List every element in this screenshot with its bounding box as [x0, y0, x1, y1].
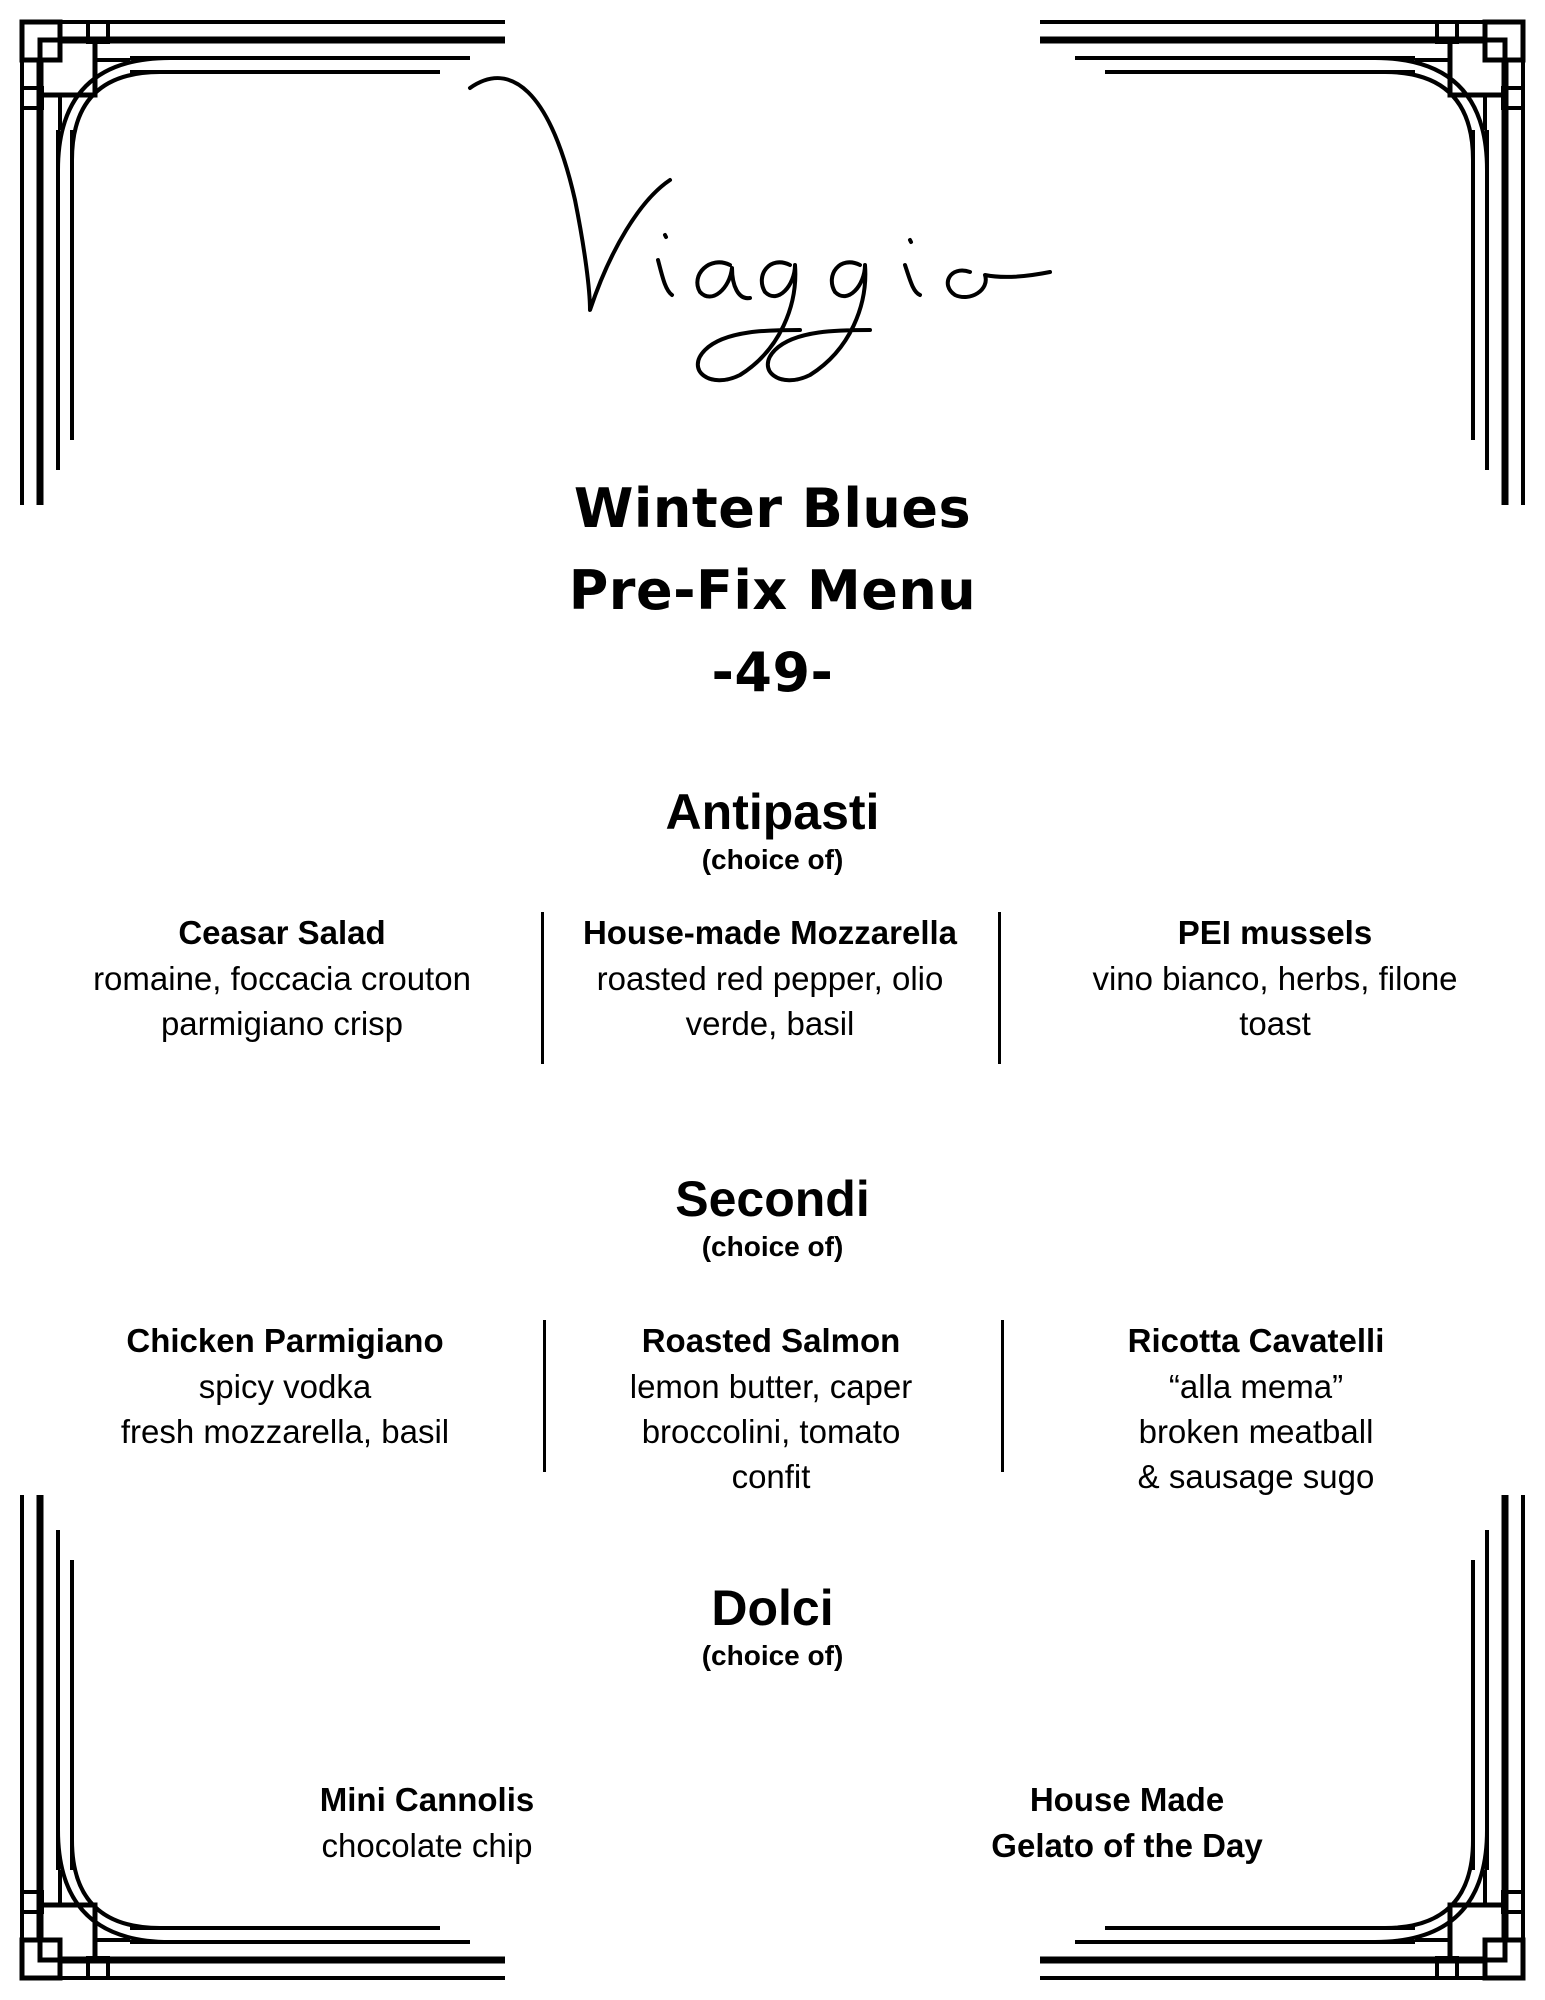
- menu-item: [1055, 910, 1495, 1046]
- item-name: Roasted Salmon: [641, 1322, 901, 1359]
- item-name: Ricotta Cavatelli: [1127, 1322, 1385, 1359]
- item-name: Chicken Parmigiano: [126, 1322, 444, 1359]
- column-divider: [543, 1320, 546, 1472]
- item-name: PEI mussels: [1177, 914, 1373, 951]
- item-description: Gelato of the Day: [991, 1827, 1263, 1864]
- section-secondi: [0, 1169, 1545, 1265]
- item-description: spicy vodka fresh mozzarella, basil: [120, 1368, 450, 1450]
- menu-item: [1036, 1318, 1476, 1499]
- section-title: Dolci: [711, 1580, 834, 1636]
- menu-item: [551, 1318, 991, 1499]
- section-subtitle: (choice of): [701, 1231, 844, 1262]
- menu-item: [550, 910, 990, 1046]
- menu-item: [65, 1318, 505, 1454]
- menu-price: -49-: [711, 641, 834, 704]
- item-description: vino bianco, herbs, filone toast: [1092, 960, 1458, 1042]
- section-dolci: [0, 1578, 1545, 1674]
- column-divider: [1001, 1320, 1004, 1472]
- section-title: Antipasti: [665, 784, 880, 840]
- restaurant-logo: [440, 50, 1060, 410]
- column-divider: [541, 912, 544, 1064]
- item-name: Mini Cannolis: [319, 1781, 535, 1818]
- item-description: “alla mema” broken meatball & sausage sugo: [1137, 1368, 1375, 1495]
- item-name: House Made: [1029, 1781, 1225, 1818]
- item-description: romaine, foccacia crouton parmigiano crisp: [93, 960, 471, 1042]
- item-description: lemon butter, caper broccolini, tomato confit: [629, 1368, 913, 1495]
- menu-title-line1: Winter Blues: [573, 477, 972, 540]
- section-subtitle: (choice of): [701, 844, 844, 875]
- item-name: House-made Mozzarella: [582, 914, 958, 951]
- menu-item: [207, 1777, 647, 1868]
- menu-title-line2: Pre-Fix Menu: [568, 559, 977, 622]
- menu-header: [0, 468, 1545, 714]
- menu-item: [62, 910, 502, 1046]
- section-antipasti: [0, 782, 1545, 878]
- section-subtitle: (choice of): [701, 1640, 844, 1671]
- item-description: chocolate chip: [321, 1827, 533, 1864]
- column-divider: [998, 912, 1001, 1064]
- item-description: roasted red pepper, olio verde, basil: [596, 960, 944, 1042]
- menu-item: [907, 1777, 1347, 1869]
- item-name: Ceasar Salad: [178, 914, 386, 951]
- section-title: Secondi: [675, 1171, 870, 1227]
